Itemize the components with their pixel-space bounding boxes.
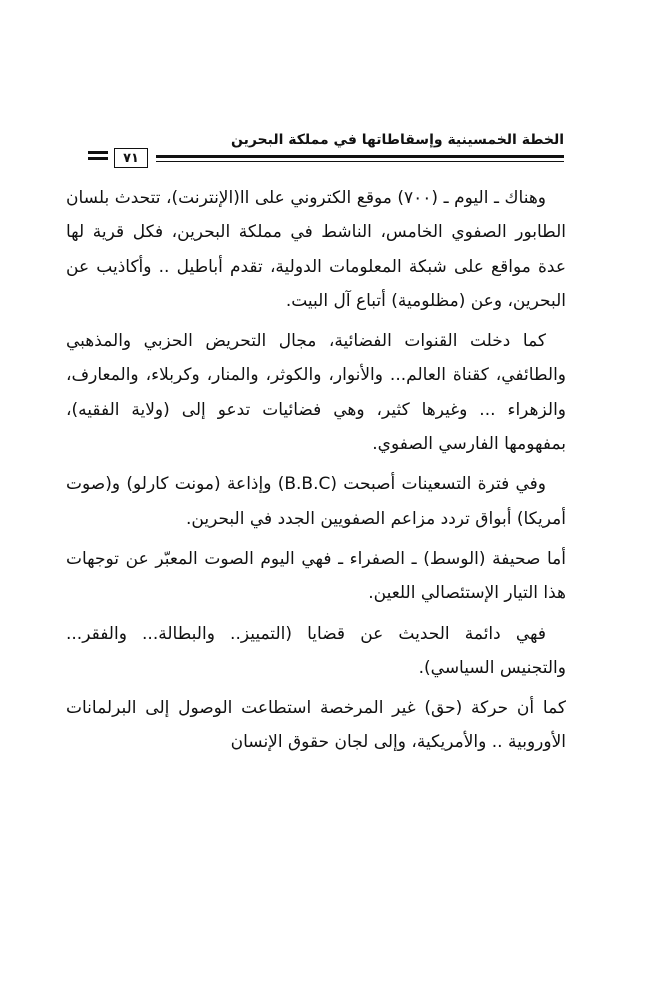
- paragraph-2: كما دخلت القنوات الفضائية، مجال التحريض الحزبي والمذهبي والطائفي، كقناة العالم... والأنوار، والكوثر، والمنار، وكربلاء، والمعارف، والزهراء ... وغيرها كثير، وهي فضائيات تدعو إلى (ولاية الفقيه)، بمفهومها الفارسي الصفوي.: [66, 331, 566, 455]
- page-number: ٧١: [114, 148, 148, 168]
- header-rule-thick: [156, 155, 564, 158]
- paragraph-3: وفي فترة التسعينات أصبحت (B.B.C) وإذاعة (مونت كارلو) و(صوت أمريكا) أبواق تردد مزاعم الصفويين الجدد في البحرين.: [66, 474, 566, 529]
- paragraph-5: فهي دائمة الحديث عن قضايا (التمييز.. والبطالة... والفقر... والتجنيس السياسي).: [66, 623, 566, 678]
- paragraph-4: أما صحيفة (الوسط) ـ الصفراء ـ فهي اليوم الصوت المعبّر عن توجهات هذا التيار الإستئصالي اللعين.: [66, 548, 566, 604]
- running-title: الخطة الخمسينية وإسقاطاتها في مملكة البحرين: [230, 132, 564, 148]
- page-header: [88, 130, 564, 174]
- header-ornament: [88, 151, 108, 165]
- paragraph-1: وهناك ـ اليوم ـ (٧٠٠) موقع الكتروني على اا(الإنترنت)، تتحدث بلسان الطابور الصفوي الخامس، الناشط في مملكة البحرين، فكل قرية لها عدة مواقع على شبكة المعلومات الدولية، تقدم أباطيل .. وأكاذيب عن البحرين، وعن (مظلومية) أتباع آل البيت.: [66, 188, 566, 311]
- paragraph-6: كما أن حركة (حق) غير المرخصة استطاعت الوصول إلى البرلمانات الأوروبية .. والأمريكية، وإلى لجان حقوق الإنسان: [66, 698, 566, 753]
- body-text: [66, 181, 566, 766]
- header-rule-thin: [156, 161, 564, 162]
